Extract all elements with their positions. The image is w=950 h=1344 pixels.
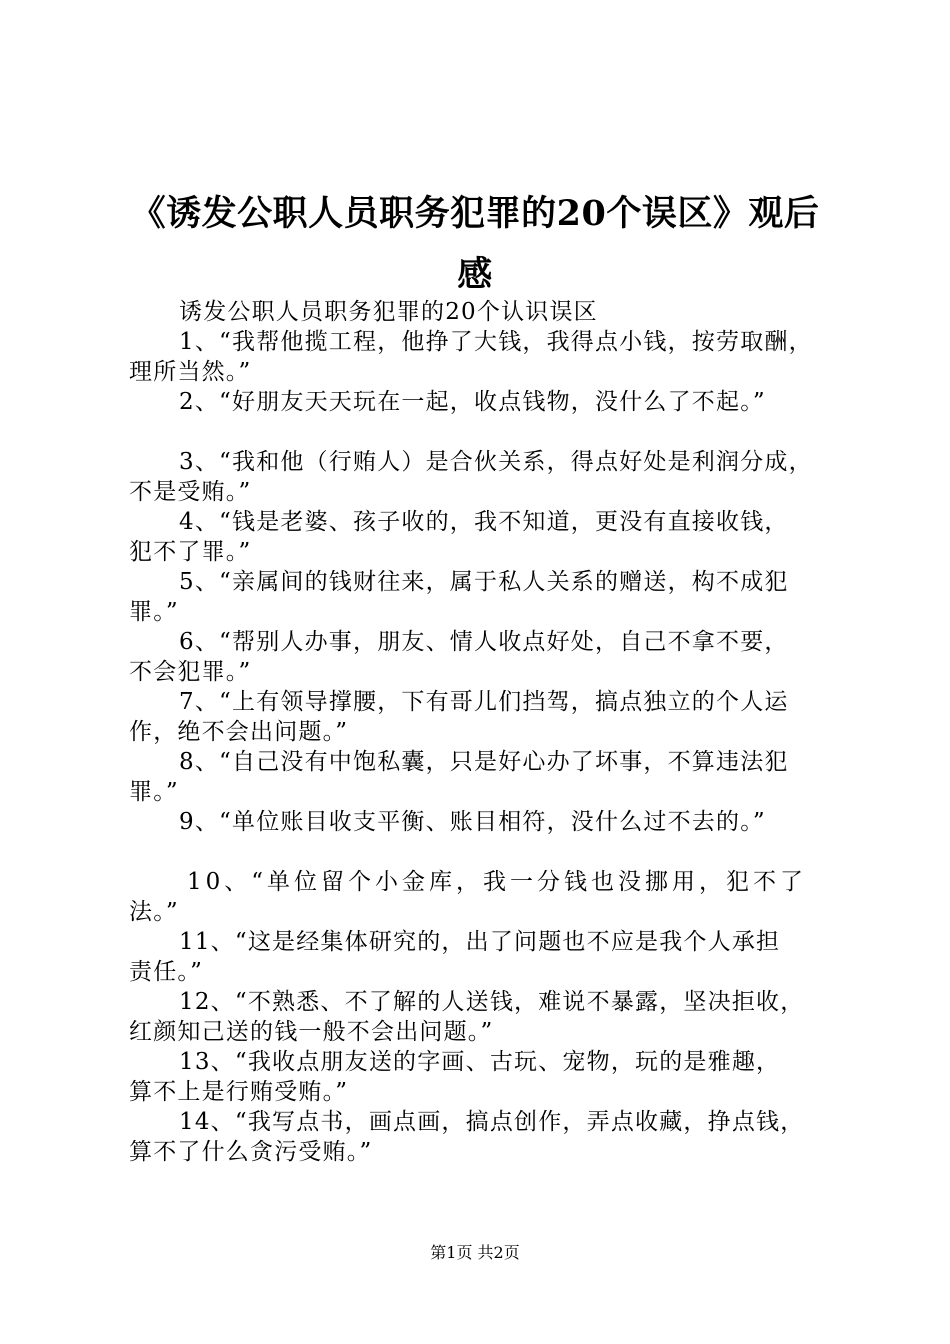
misconception-10-line-2: 法。”	[129, 899, 179, 925]
misconception-8-line-1: 8、“自己没有中饱私囊，只是好心办了坏事，不算违法犯	[179, 749, 789, 775]
misconception-7-line-2: 作，绝不会出问题。”	[129, 719, 349, 745]
page-title: 《诱发公职人员职务犯罪的20个误区》观后	[130, 193, 820, 234]
misconception-5-line-1: 5、“亲属间的钱财往来，属于私人关系的赠送，构不成犯	[179, 569, 789, 595]
misconception-12-line-1: 12、“不熟悉、不了解的人送钱，难说不暴露，坚决拒收，	[179, 989, 805, 1015]
misconception-4-line-1: 4、“钱是老婆、孩子收的，我不知道，更没有直接收钱，	[179, 509, 789, 535]
misconception-9-line-1: 9、“单位账目收支平衡、账目相符，没什么过不去的。”	[179, 809, 766, 835]
misconception-3-line-1: 3、“我和他（行贿人）是合伙关系，得点好处是利润分成，	[179, 449, 813, 475]
page-footer: 第1页 共2页	[430, 1243, 520, 1262]
misconception-14-line-1: 14、“我写点书，画点画，搞点创作，弄点收藏，挣点钱，	[179, 1109, 805, 1135]
misconception-11-line-1: 11、“这是经集体研究的，出了问题也不应是我个人承担	[179, 929, 781, 955]
misconception-5-line-2: 罪。”	[129, 599, 179, 625]
paragraph-gap	[129, 417, 849, 447]
misconception-8-line-2: 罪。”	[129, 779, 179, 805]
misconception-6-line-2: 不会犯罪。”	[129, 659, 252, 685]
document-body	[129, 297, 849, 1167]
misconception-11-line-2: 责任。”	[129, 959, 204, 985]
misconception-10-line-1: 10、“单位留个小金库，我一分钱也没挪用，犯不了	[187, 869, 808, 895]
misconception-7-line-1: 7、“上有领导撑腰，下有哥儿们挡驾，搞点独立的个人运	[179, 689, 789, 715]
paragraph-intro: 诱发公职人员职务犯罪的20个认识误区	[179, 299, 598, 325]
misconception-1-line-2: 理所当然。”	[129, 359, 252, 385]
misconception-6-line-1: 6、“帮别人办事，朋友、情人收点好处，自己不拿不要，	[179, 629, 789, 655]
misconception-1-line-1: 1、“我帮他揽工程，他挣了大钱，我得点小钱，按劳取酬，	[179, 329, 813, 355]
misconception-14-line-2: 算不了什么贪污受贿。”	[129, 1139, 373, 1165]
page-title-continuation: 感	[457, 254, 493, 295]
misconception-4-line-2: 犯不了罪。”	[129, 539, 252, 565]
misconception-3-line-2: 不是受贿。”	[129, 479, 252, 505]
misconception-13-line-1: 13、“我收点朋友送的字画、古玩、宠物，玩的是雅趣，	[179, 1049, 781, 1075]
misconception-13-line-2: 算不上是行贿受贿。”	[129, 1079, 349, 1105]
paragraph-gap	[129, 837, 849, 867]
misconception-12-line-2: 红颜知己送的钱一般不会出问题。”	[129, 1019, 494, 1045]
misconception-2-line-1: 2、“好朋友天天玩在一起，收点钱物，没什么了不起。”	[179, 389, 766, 415]
